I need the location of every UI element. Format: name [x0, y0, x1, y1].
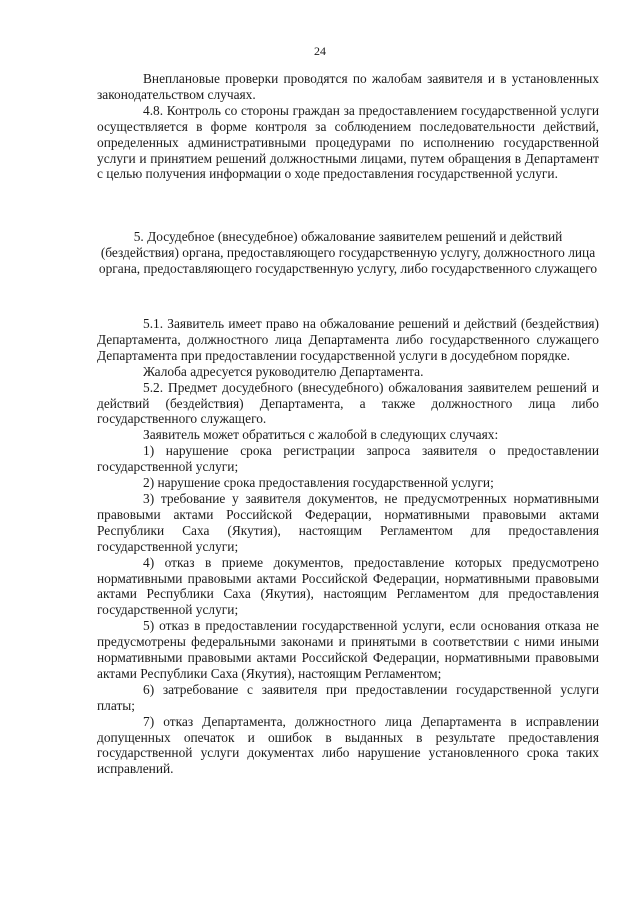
paragraph-complaint-addressee: Жалоба адресуется руководителю Департамента. — [143, 363, 424, 379]
list-item-6: 6) затребование с заявителя при предоставлении государственной услуги платы; — [97, 681, 599, 713]
section-5-heading: 5. Досудебное (внесудебное) обжалование заявителем решений и действий (бездействия) органа, предоставляющего государственную услугу, должностного лица органа, предоставляющего государственную услугу, либо государственного служащего — [98, 229, 598, 276]
list-item-5: 5) отказ в предоставлении государственной услуги, если основания отказа не предусмотрены федеральными законами и принятыми в соответствии с ними иными нормативными правовыми актами Российской Федерации, нормативными правовыми актами Республики Саха (Якутия), настоящим Регламентом; — [97, 618, 599, 681]
paragraph-5-1: 5.1. Заявитель имеет право на обжалование решений и действий (бездействия) Департамента, должностного лица Департамента либо государственного служащего Департамента при предоставлении государственной услуги в досудебном порядке. — [97, 316, 599, 363]
section-5-body — [97, 316, 599, 777]
list-item-7: 7) отказ Департамента, должностного лица Департамента в исправлении допущенных опечаток и ошибок в выданных в результате предоставления государственной услуги документах либо нарушение установленного срока таких исправлений. — [97, 713, 599, 777]
paragraph-complaint-cases-intro: Заявитель может обратиться с жалобой в следующих случаях: — [143, 427, 499, 443]
list-item-3: 3) требование у заявителя документов, не предусмотренных нормативными правовыми актами Российской Федерации, нормативными правовыми актами Республики Саха (Якутия), настоящим Регламентом для предоставления государственной услуги; — [97, 490, 599, 554]
paragraph-4-8-citizen-control: 4.8. Контроль со стороны граждан за предоставлением государственной услуги осуществляется в форме контроля за соблюдением последовательности действий, определенных административными процедурами по исполнению государственной услуги и принятием решений должностными лицами, путем обращения в Департамент с целью получения информации о ходе предоставления государственной услуги. — [97, 102, 599, 182]
list-item-4: 4) отказ в приеме документов, предоставление которых предусмотрено нормативными правовыми актами Российской Федерации, нормативными правовыми актами Республики Саха (Якутия), настоящим Регламентом для предоставления государственной услуги; — [97, 554, 599, 618]
paragraph-unscheduled-inspections: Внеплановые проверки проводятся по жалобам заявителя и в установленных законодательством случаях. — [97, 71, 599, 102]
list-item-2: 2) нарушение срока предоставления государственной услуги; — [143, 475, 494, 491]
paragraph-5-2: 5.2. Предмет досудебного (внесудебного) обжалования заявителем решений и действий (бездействия) Департамента, а также должностного лица либо государственного служащего. — [97, 379, 599, 427]
list-item-1: 1) нарушение срока регистрации запроса заявителя о предоставлении государственной услуги; — [97, 443, 599, 475]
page-number: 24 — [314, 44, 326, 58]
intro-block — [97, 71, 599, 182]
section-heading-block — [97, 229, 599, 277]
